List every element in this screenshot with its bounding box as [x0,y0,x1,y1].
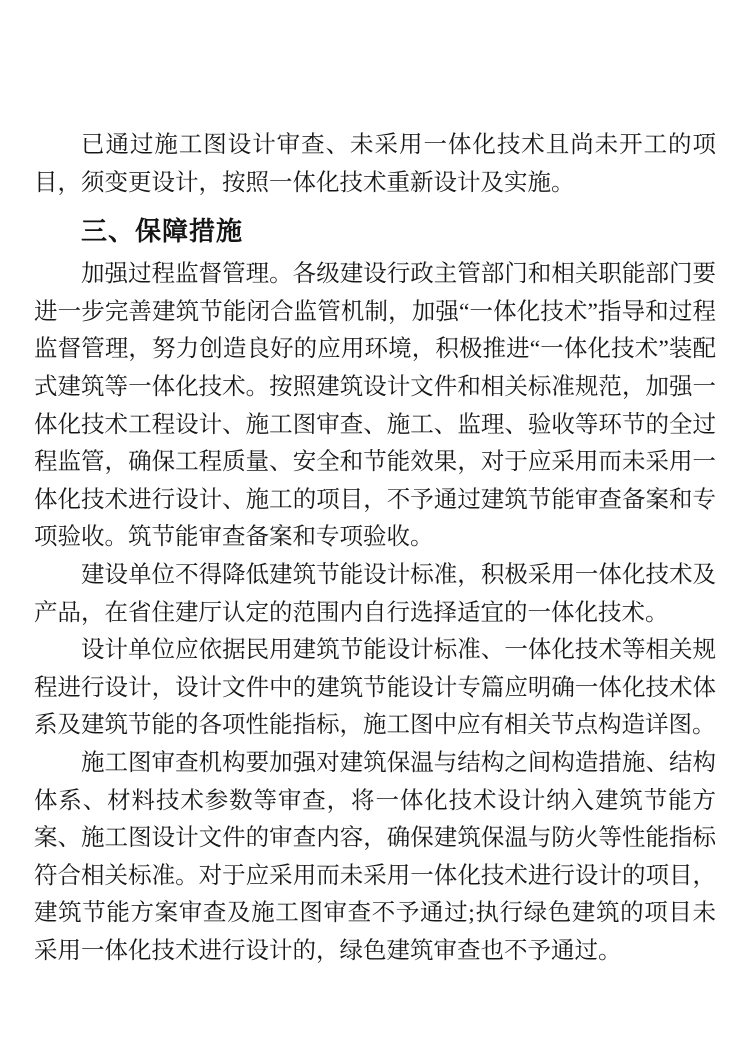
paragraph-design-unit: 设计单位应依据民用建筑节能设计标准、一体化技术等相关规程进行设计，设计文件中的建筑节能设计专篇应明确一体化技术体系及建筑节能的各项性能指标，施工图中应有相关节点构造详图。 [34,637,716,739]
paragraph-process-supervision: 加强过程监督管理。各级建设行政主管部门和相关职能部门要进一步完善建筑节能闭合监管机制，加强“一体化技术”指导和过程监督管理，努力创造良好的应用环境，积极推进“一体化技术”装配式建筑等一体化技术。按照建筑设计文件和相关标准规范，加强一体化技术工程设计、施工图审查、施工、监理、验收等环节的全过程监管，确保工程质量、安全和节能效果，对于应采用而未采用一体化技术进行设计、施工的项目，不予通过建筑节能审查备案和专项验收。筑节能审查备案和专项验收。 [34,261,716,551]
section-heading: 三、保障措施 [81,216,244,247]
paragraph-construction-unit: 建设单位不得降低建筑节能设计标准，积极采用一体化技术及产品，在省住建厅认定的范围内自行选择适宜的一体化技术。 [34,561,716,626]
paragraph-drawing-review: 施工图审查机构要加强对建筑保温与结构之间构造措施、结构体系、材料技术参数等审查，将一体化技术设计纳入建筑节能方案、施工图设计文件的审查内容，确保建筑保温与防火等性能指标符合相关标准。对于应采用而未采用一体化技术进行设计的项目，建筑节能方案审查及施工图审查不予通过;执行绿色建筑的项目未采用一体化技术进行设计的，绿色建筑审查也不予通过。 [34,749,716,964]
intro-paragraph: 已通过施工图设计审查、未采用一体化技术且尚未开工的项目，须变更设计，按照一体化技术重新设计及实施。 [34,132,716,196]
